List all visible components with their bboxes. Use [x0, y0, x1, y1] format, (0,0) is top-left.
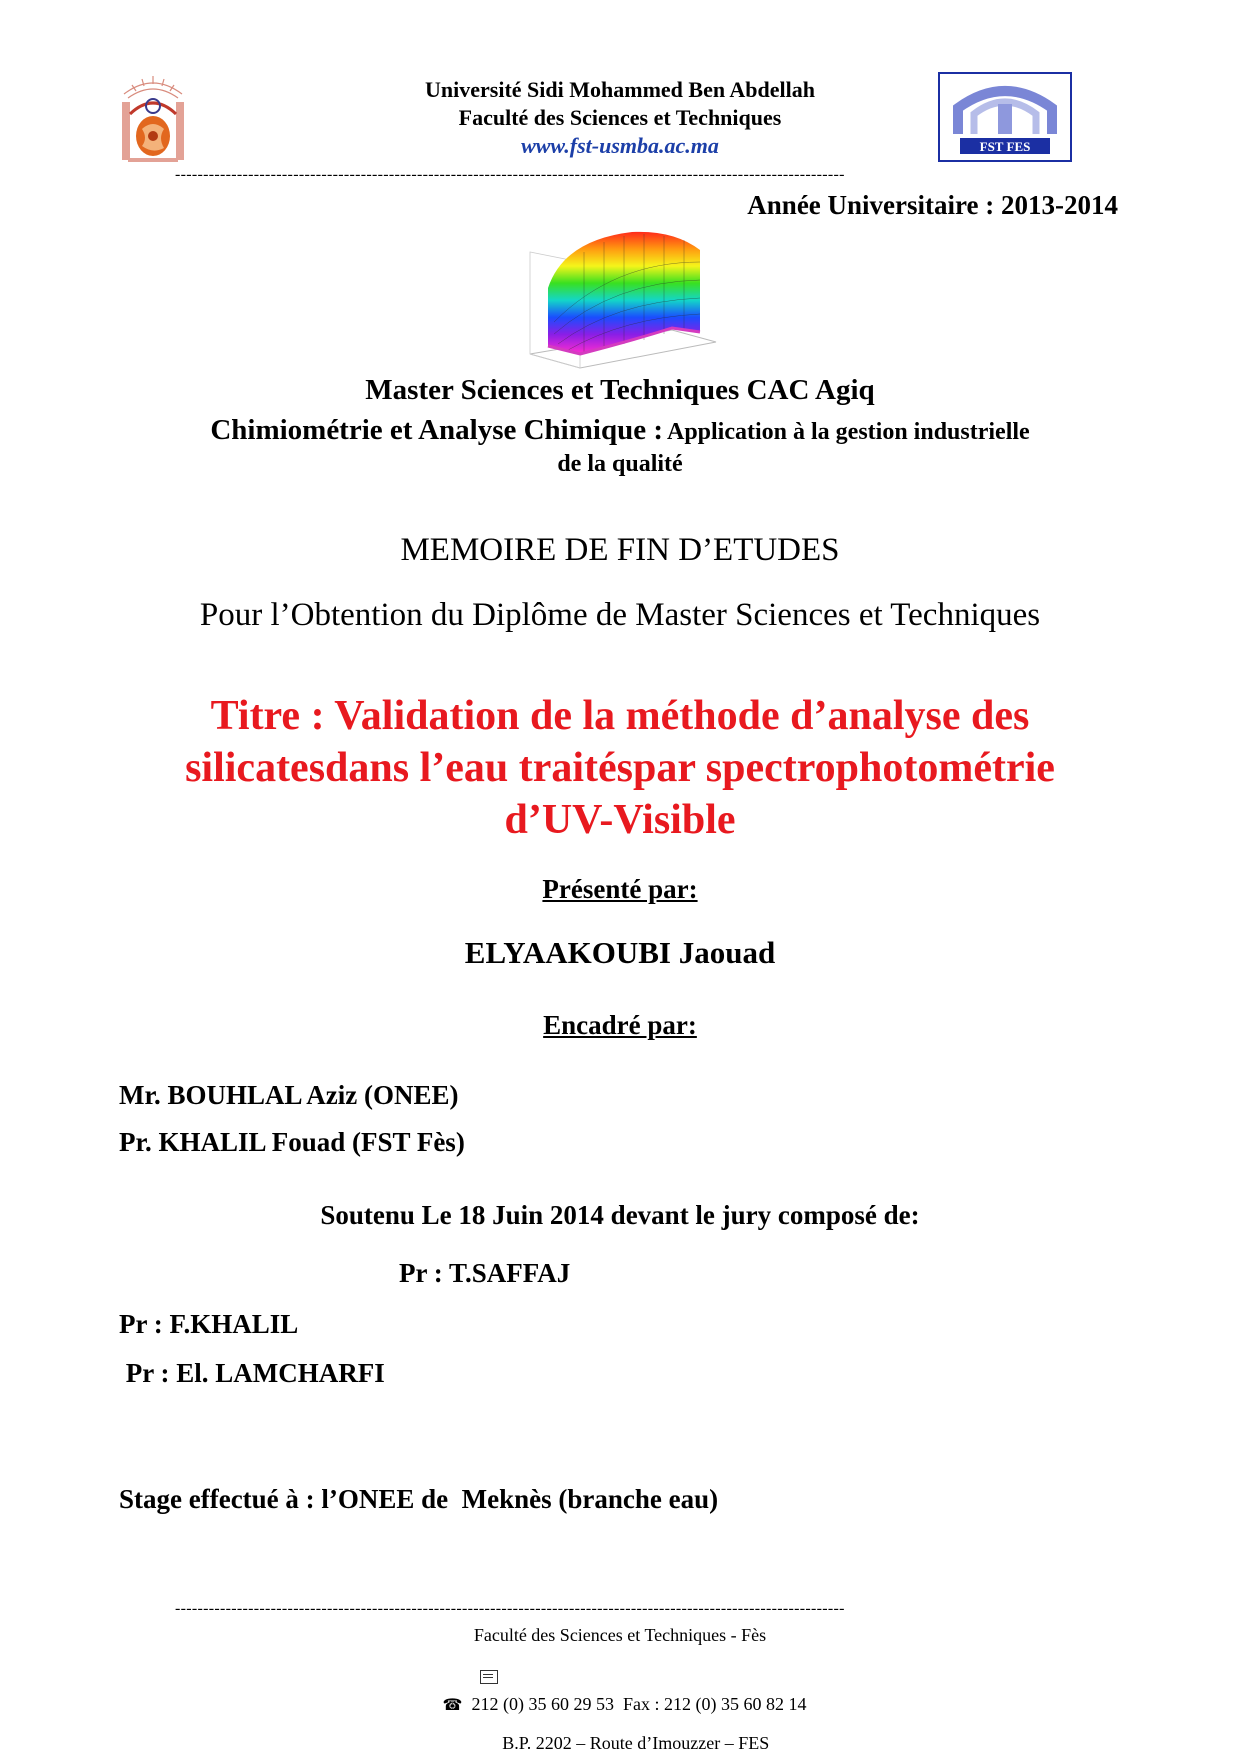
- memoire-heading: MEMOIRE DE FIN D’ETUDES: [400, 532, 840, 568]
- thesis-title-line1: Titre : Validation de la méthode d’analyse des: [210, 693, 1030, 739]
- memoire-subheading: Pour l’Obtention du Diplôme de Master Sciences et Techniques: [199, 597, 1041, 633]
- supervisor-1: Mr. BOUHLAL Aziz (ONEE): [119, 1080, 459, 1110]
- defense-statement: Soutenu Le 18 Juin 2014 devant le jury composé de:: [320, 1200, 920, 1230]
- presented-by-label: Présenté par:: [542, 874, 698, 904]
- jury-member-3: Pr : El. LAMCHARFI: [119, 1358, 385, 1388]
- thesis-title-line3: d’UV-Visible: [504, 797, 736, 843]
- author-name: ELYAAKOUBI Jaouad: [464, 935, 776, 970]
- thesis-title: [0, 690, 1240, 846]
- header-separator: -----------------------------------------------------------------------------------------------------------------------: [175, 166, 845, 183]
- jury-member-1: Pr : T.SAFFAJ: [399, 1258, 571, 1288]
- internship-location: Stage effectué à : l’ONEE de Meknès (branche eau): [119, 1484, 719, 1514]
- program-subtitle-bold: Chimiométrie et Analyse Chimique :: [210, 414, 663, 446]
- website-link[interactable]: www.fst-usmba.ac.ma: [521, 133, 719, 158]
- footer-faculty: Faculté des Sciences et Techniques - Fès: [473, 1625, 767, 1645]
- program-subtitle-rest: Application à la gestion industrielle: [666, 419, 1030, 445]
- footer-separator: -----------------------------------------------------------------------------------------------------------------------: [175, 1600, 845, 1617]
- footer-address-text: B.P. 2202 – Route d’Imouzzer – FES: [497, 1733, 770, 1753]
- faculty-name: Faculté des Sciences et Techniques: [458, 105, 782, 130]
- surface-plot-image: [524, 222, 722, 370]
- jury-member-2: Pr : F.KHALIL: [119, 1309, 299, 1339]
- fst-fes-logo-text: FST FES: [979, 139, 1031, 154]
- telephone-icon: ☎: [442, 1695, 463, 1714]
- thesis-title-line2: silicatesdans l’eau traitéspar spectrophotométrie: [185, 745, 1055, 791]
- supervised-by-label: Encadré par:: [543, 1010, 697, 1040]
- footer-phone-text: 212 (0) 35 60 29 53 Fax : 212 (0) 35 60 82 14: [462, 1694, 807, 1714]
- footer-phone: [0, 1673, 1240, 1715]
- supervisor-2: Pr. KHALIL Fouad (FST Fès): [119, 1127, 465, 1157]
- university-name: Université Sidi Mohammed Ben Abdellah: [425, 77, 815, 102]
- program-subtitle-cont: de la qualité: [557, 451, 683, 477]
- program-subtitle: [0, 413, 1240, 452]
- academic-year: Année Universitaire : 2013-2014: [747, 190, 1118, 220]
- program-title: Master Sciences et Techniques CAC Agiq: [365, 374, 875, 406]
